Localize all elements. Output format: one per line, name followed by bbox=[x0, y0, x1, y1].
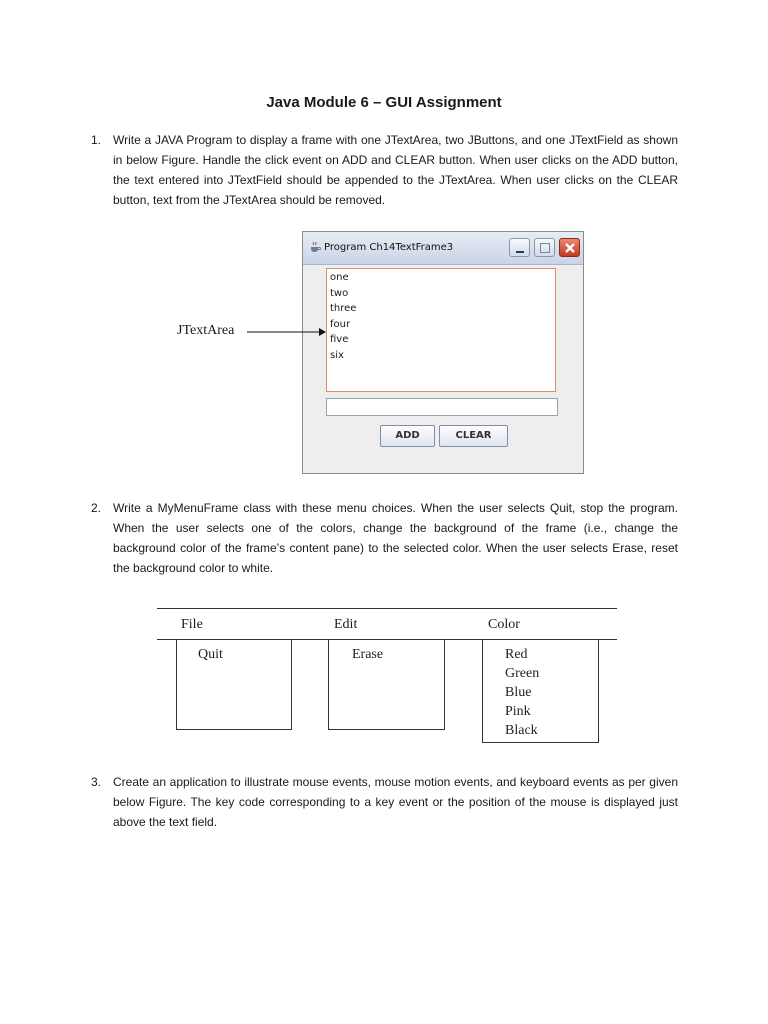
add-button[interactable]: ADD bbox=[380, 425, 435, 447]
question-number: 2. bbox=[91, 501, 102, 515]
question-1 bbox=[91, 130, 678, 210]
java-coffee-icon bbox=[309, 241, 321, 253]
textarea-line: three bbox=[330, 303, 357, 314]
menu-bar-top-line bbox=[157, 608, 617, 609]
maximize-button[interactable] bbox=[534, 238, 555, 257]
edit-menu-dropdown bbox=[328, 639, 445, 730]
window-title: Program Ch14TextFrame3 bbox=[324, 242, 454, 253]
question-text: Write a MyMenuFrame class with these menu choices. When the user selects Quit, stop the program. When the user selects one of the colors, change the background of the frame (i.e., change the background color of the frame’s content pane) to the selected color. When the user selects Erase, reset the background color to white. bbox=[113, 501, 678, 575]
menu-item-black[interactable]: Black bbox=[505, 723, 538, 738]
menu-item-blue[interactable]: Blue bbox=[505, 685, 532, 700]
menu-item-green[interactable]: Green bbox=[505, 666, 540, 681]
clear-button[interactable]: CLEAR bbox=[439, 425, 508, 447]
menu-item-pink[interactable]: Pink bbox=[505, 704, 531, 719]
java-frame-figure bbox=[302, 231, 584, 474]
close-icon bbox=[560, 239, 581, 258]
jtextfield[interactable] bbox=[326, 398, 558, 416]
maximize-icon bbox=[535, 239, 556, 258]
textarea-line: four bbox=[330, 318, 351, 330]
question-2 bbox=[91, 498, 678, 578]
menu-item-red[interactable]: Red bbox=[505, 647, 528, 662]
textarea-line: five bbox=[330, 334, 349, 345]
question-text: Create an application to illustrate mouse events, mouse motion events, and keyboard events as per given below Figure. The key code corresponding to a key event or the position of the mouse is displayed just above the text field. bbox=[113, 775, 678, 829]
menu-color[interactable]: Color bbox=[488, 617, 520, 632]
textarea-line: six bbox=[330, 349, 344, 361]
menu-file[interactable]: File bbox=[181, 617, 203, 632]
question-number: 3. bbox=[91, 775, 102, 789]
jtextarea[interactable] bbox=[326, 268, 556, 392]
question-3 bbox=[91, 772, 678, 832]
page-title: Java Module 6 – GUI Assignment bbox=[266, 94, 502, 111]
menu-item-erase[interactable]: Erase bbox=[352, 647, 384, 662]
question-number: 1. bbox=[91, 133, 102, 147]
callout-arrow-icon bbox=[247, 326, 327, 338]
file-menu-dropdown bbox=[176, 639, 292, 730]
question-text: Write a JAVA Program to display a frame with one JTextArea, two JButtons, and one JTextField as shown in below Figure. Handle the click event on ADD and CLEAR button. When user clicks on the ADD button, the text entered into JTextField should be appended to the JTextArea. When user clicks on the CLEAR button, text from the JTextArea should be removed. bbox=[113, 133, 678, 207]
close-button[interactable] bbox=[559, 238, 580, 257]
window-title-bar bbox=[303, 232, 583, 265]
color-menu-dropdown bbox=[482, 639, 599, 743]
minimize-icon bbox=[510, 239, 531, 258]
textarea-line: two bbox=[330, 287, 349, 299]
minimize-button[interactable] bbox=[509, 238, 530, 257]
menu-item-quit[interactable]: Quit bbox=[198, 647, 223, 662]
menu-edit[interactable]: Edit bbox=[334, 617, 358, 632]
jtextarea-callout-label: JTextArea bbox=[177, 323, 235, 338]
textarea-line: one bbox=[330, 272, 349, 283]
